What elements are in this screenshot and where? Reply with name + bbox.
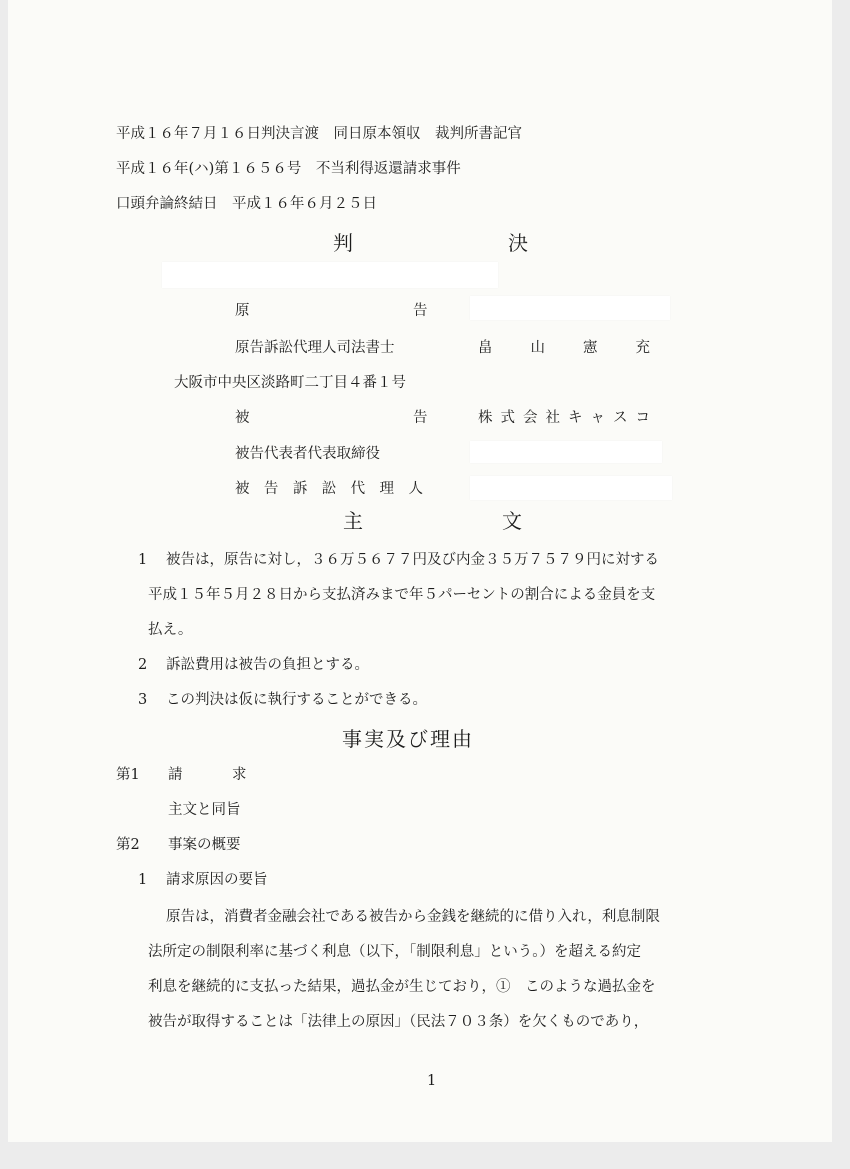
header-line-1: 平成１６年７月１６日判決言渡 同日原本領収 裁判所書記官 <box>116 126 522 142</box>
main-text-heading-left: 主 <box>343 509 363 533</box>
agent-name-char: 畠 <box>478 340 493 356</box>
judgment-title-left: 判 <box>333 231 353 255</box>
defendant-name <box>478 409 650 427</box>
agent-name-char: 山 <box>530 340 545 356</box>
main-item-1-line-3: 払え。 <box>148 622 193 638</box>
defendant-agent-char: 告 <box>263 481 279 497</box>
defendant-name-char: 社 <box>545 410 560 426</box>
defendant-agent-redaction <box>470 476 672 500</box>
paragraph-line-4: 被告が取得することは「法律上の原因」（民法７０３条）を欠くものであり， <box>148 1014 649 1030</box>
defendant-agent-char: 訟 <box>321 481 337 497</box>
defendant-name-char: ャ <box>590 410 605 426</box>
plaintiff-label-2: 告 <box>413 303 428 319</box>
section-2-number: 第2 <box>116 837 140 853</box>
facts-heading: 事実及び理由 <box>342 727 474 751</box>
document-page <box>8 0 832 1142</box>
defendant-name-char: 式 <box>500 410 515 426</box>
defendant-name-char: キ <box>568 410 583 426</box>
plaintiff-agent-label: 原告訴訟代理人司法書士 <box>235 340 395 356</box>
defendant-name-char: ス <box>613 410 628 426</box>
defendant-agent-char: 被 <box>235 481 250 497</box>
defendant-label-1: 被 <box>235 410 250 426</box>
main-text-heading-right: 文 <box>502 509 522 533</box>
plaintiff-name-redaction <box>470 296 670 320</box>
main-item-3-number: 3 <box>138 692 148 708</box>
redaction-block <box>162 262 498 288</box>
section-1-body: 主文と同旨 <box>168 802 241 818</box>
defendant-label-2: 告 <box>413 410 428 426</box>
section-1-number: 第1 <box>116 767 140 783</box>
defendant-name-char: 株 <box>478 410 493 426</box>
defendant-agent-char: 代 <box>350 481 366 497</box>
section-1-title-b: 求 <box>232 767 247 783</box>
section-1-title-a: 請 <box>168 767 183 783</box>
main-item-1-line-2: 平成１５年５月２８日から支払済みまで年５パーセントの割合による金員を支 <box>148 587 656 603</box>
defendant-agent-char: 人 <box>408 481 423 497</box>
defendant-name-char: 会 <box>523 410 538 426</box>
defendant-agent-char: 訴 <box>292 481 308 497</box>
agent-name-char: 充 <box>635 340 650 356</box>
header-line-2: 平成１６年(ハ)第１６５６号 不当利得返還請求事件 <box>116 161 461 177</box>
main-item-2-text: 訴訟費用は被告の負担とする。 <box>166 657 369 673</box>
defendant-representative-label: 被告代表者代表取締役 <box>235 446 380 462</box>
subsection-1-title: 請求原因の要旨 <box>166 872 268 888</box>
main-item-1-number: 1 <box>138 552 148 568</box>
plaintiff-label-1: 原 <box>235 303 250 319</box>
judgment-title-right: 決 <box>508 231 528 255</box>
main-item-1-line-1: 被告は，原告に対し，３６万５６７７円及び内金３５万７５７９円に対する <box>166 552 659 568</box>
agent-name-char: 憲 <box>583 340 598 356</box>
defendant-address: 大阪市中央区淡路町二丁目４番１号 <box>174 375 406 391</box>
page-number: 1 <box>427 1073 437 1089</box>
defendant-agent-char: 理 <box>379 481 395 497</box>
subsection-1-number: 1 <box>138 872 148 888</box>
paragraph-line-1: 原告は，消費者金融会社である被告から金銭を継続的に借り入れ，利息制限 <box>166 909 660 925</box>
representative-name-redaction <box>470 441 662 463</box>
header-line-3: 口頭弁論終結日 平成１６年６月２５日 <box>116 196 377 212</box>
main-item-3-text: この判決は仮に執行することができる。 <box>166 692 427 708</box>
paragraph-line-2: 法所定の制限利率に基づく利息（以下，「制限利息」という。）を超える約定 <box>148 944 641 960</box>
defendant-name-char: コ <box>635 410 650 426</box>
defendant-agent-label <box>235 480 423 498</box>
paragraph-line-3: 利息を継続的に支払った結果，過払金が生じており，① このような過払金を <box>148 979 656 995</box>
main-item-2-number: 2 <box>138 657 148 673</box>
plaintiff-agent-name <box>478 339 650 357</box>
section-2-title: 事案の概要 <box>168 837 241 853</box>
